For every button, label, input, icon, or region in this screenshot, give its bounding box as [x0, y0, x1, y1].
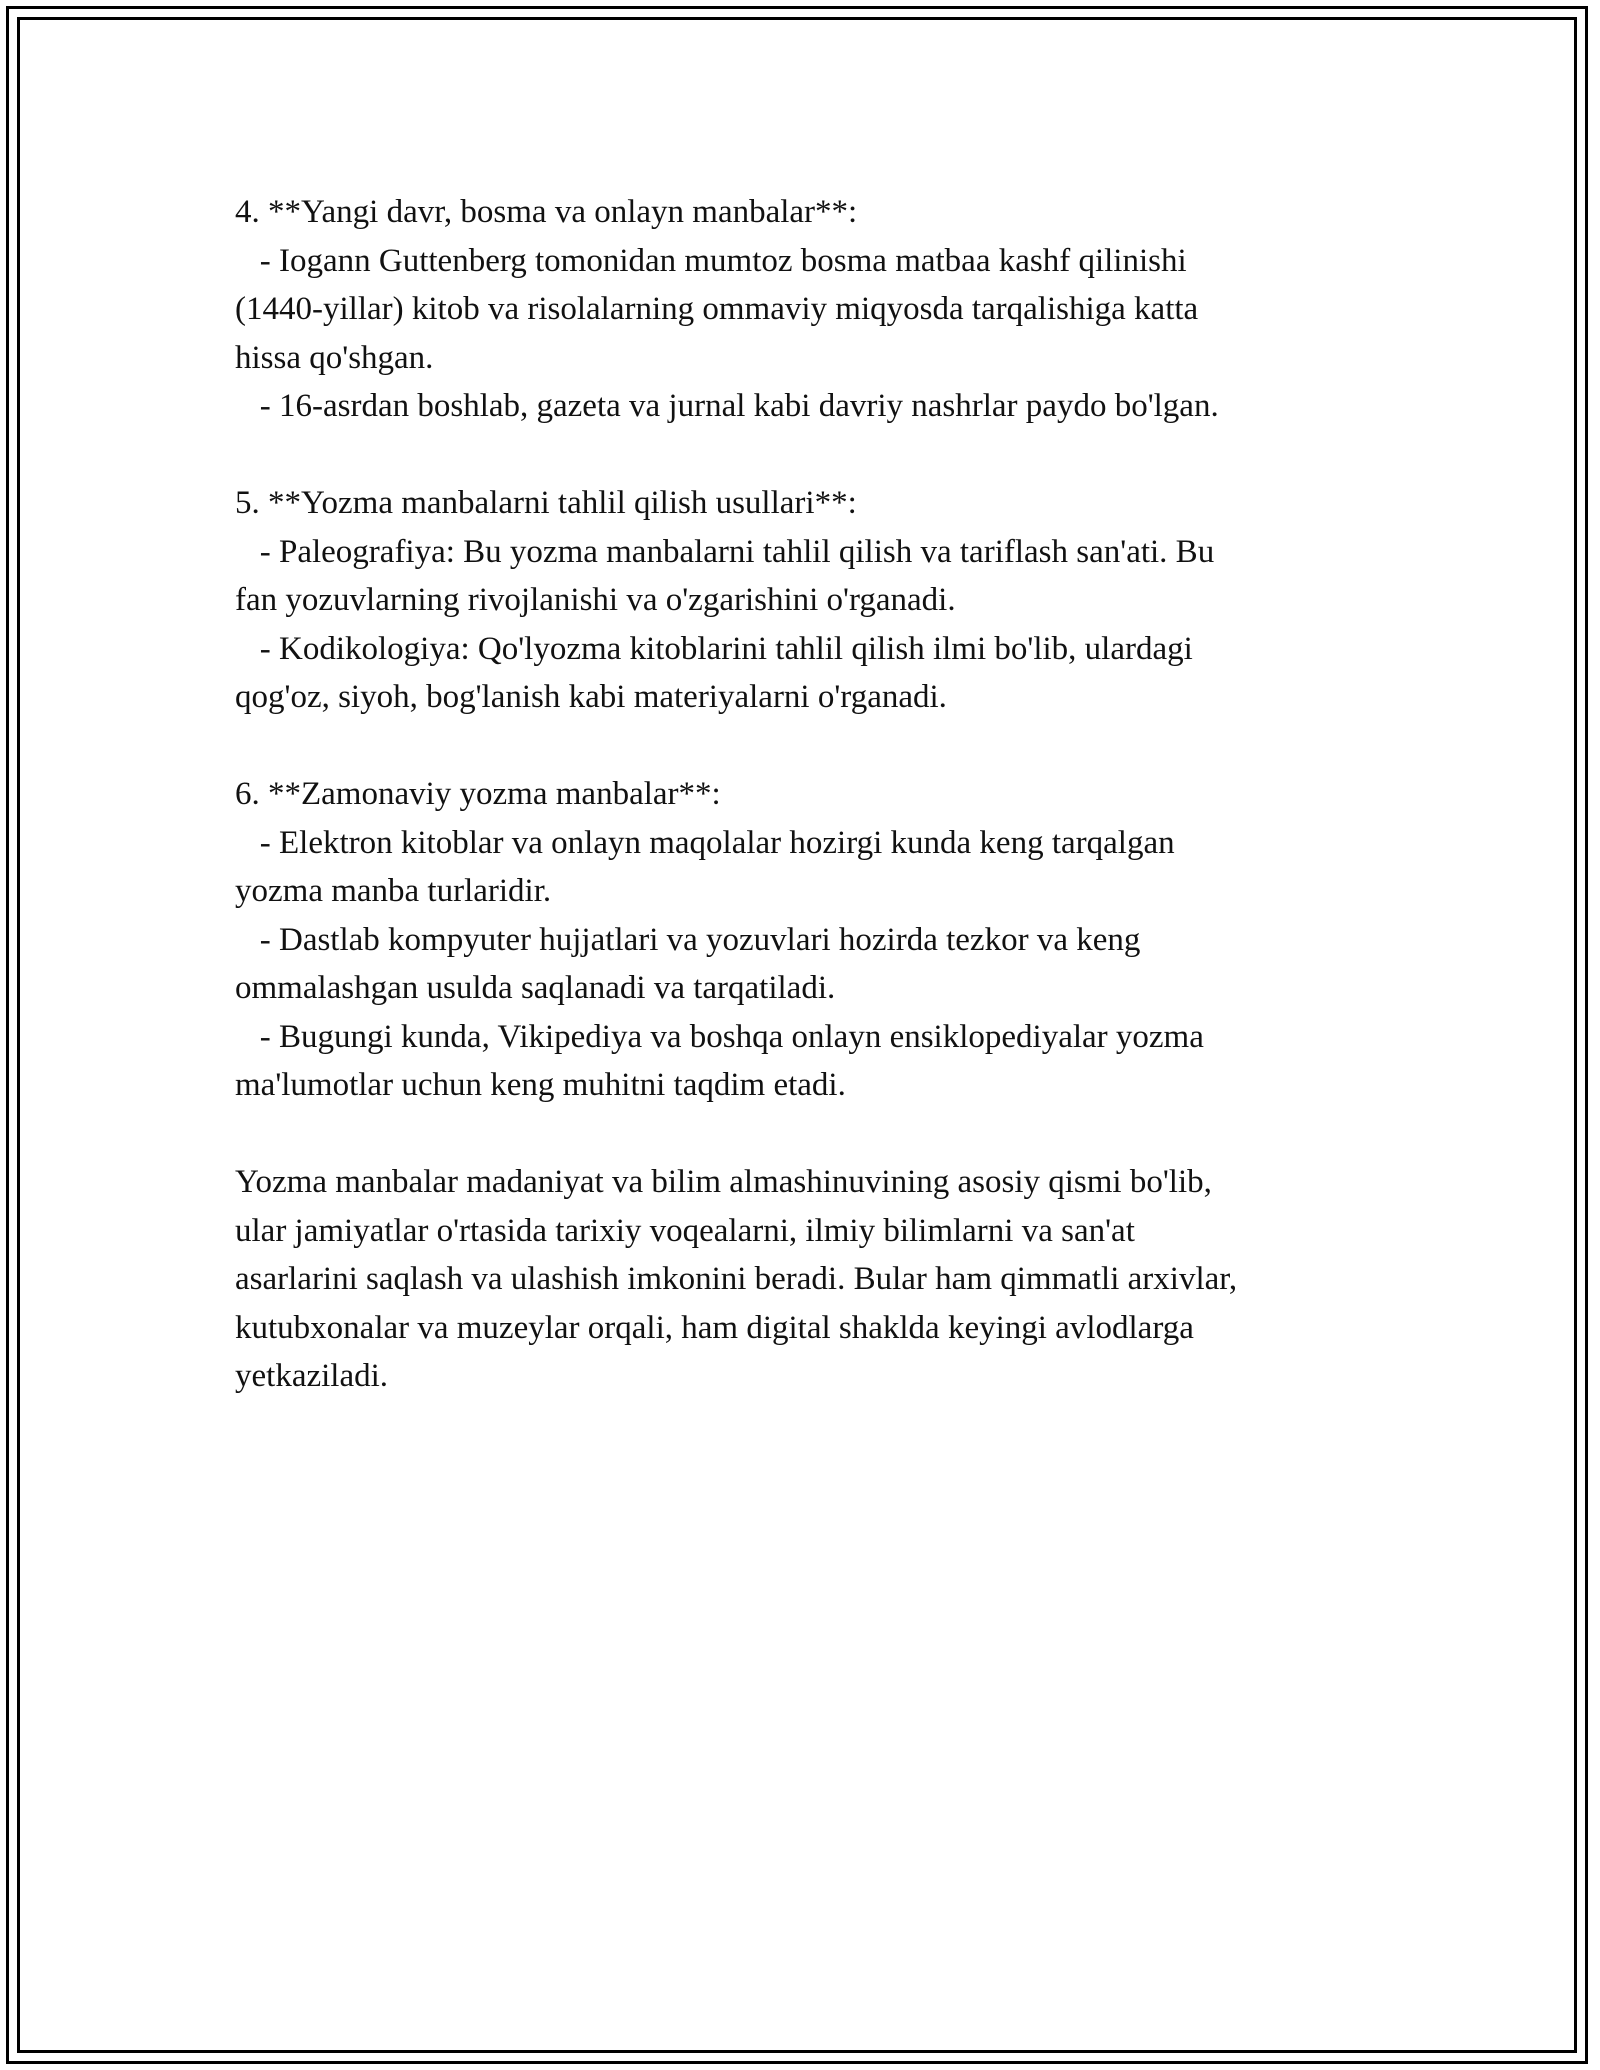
conclusion-paragraph: [235, 1158, 1365, 1401]
paragraph-line: asarlarini saqlash va ulashish imkonini beradi. Bular ham qimmatli arxivlar,: [235, 1261, 1238, 1297]
paragraph-gap: [235, 1110, 1365, 1159]
paragraph-line: - Bugungi kunda, Vikipediya va boshqa onlayn ensiklopediyalar yozma: [235, 1018, 1204, 1055]
section-heading: 4. **Yangi davr, bosma va onlayn manbalar**:: [235, 194, 858, 230]
section-5: [235, 479, 1365, 722]
paragraph-line: yozma manba turlaridir.: [235, 873, 552, 909]
paragraph-line: yetkaziladi.: [235, 1358, 389, 1394]
paragraph-line: ma'lumotlar uchun keng muhitni taqdim etadi.: [235, 1067, 846, 1103]
paragraph-line: - Kodikologiya: Qo'lyozma kitoblarini tahlil qilish ilmi bo'lib, ulardagi: [235, 630, 1193, 667]
paragraph-line: fan yozuvlarning rivojlanishi va o'zgarishini o'rganadi.: [235, 582, 956, 618]
paragraph-gap: [235, 431, 1365, 480]
paragraph-line: - Elektron kitoblar va onlayn maqolalar hozirgi kunda keng tarqalgan: [235, 824, 1175, 861]
paragraph-line: Yozma manbalar madaniyat va bilim almashinuvining asosiy qismi bo'lib,: [235, 1164, 1212, 1200]
paragraph-line: ommalashgan usulda saqlanadi va tarqatiladi.: [235, 970, 836, 1006]
paragraph-line: ular jamiyatlar o'rtasida tarixiy voqealarni, ilmiy bilimlarni va san'at: [235, 1212, 1135, 1249]
section-heading: 5. **Yozma manbalarni tahlil qilish usullari**:: [235, 485, 857, 521]
paragraph-line: (1440-yillar) kitob va risolalarning ommaviy miqyosda tarqalishiga katta: [235, 291, 1199, 327]
paragraph-line: hissa qo'shgan.: [235, 339, 434, 376]
paragraph-line: - Paleografiya: Bu yozma manbalarni tahlil qilish va tariflash san'ati. Bu: [235, 533, 1215, 570]
paragraph-line: - Iogann Guttenberg tomonidan mumtoz bosma matbaa kashf qilinishi: [235, 242, 1187, 279]
paragraph-line: qog'oz, siyoh, bog'lanish kabi materiyalarni o'rganadi.: [235, 679, 947, 715]
paragraph-gap: [235, 722, 1365, 771]
paragraph-line: - Dastlab kompyuter hujjatlari va yozuvlari hozirda tezkor va keng: [235, 921, 1141, 958]
document-body: [235, 188, 1365, 1401]
paragraph-line: - 16-asrdan boshlab, gazeta va jurnal kabi davriy nashrlar paydo bo'lgan.: [235, 388, 1219, 424]
paragraph-line: kutubxonalar va muzeylar orqali, ham digital shaklda keyingi avlodlarga: [235, 1309, 1194, 1346]
section-6: [235, 770, 1365, 1110]
section-heading: 6. **Zamonaviy yozma manbalar**:: [235, 776, 721, 812]
section-4: [235, 188, 1365, 431]
